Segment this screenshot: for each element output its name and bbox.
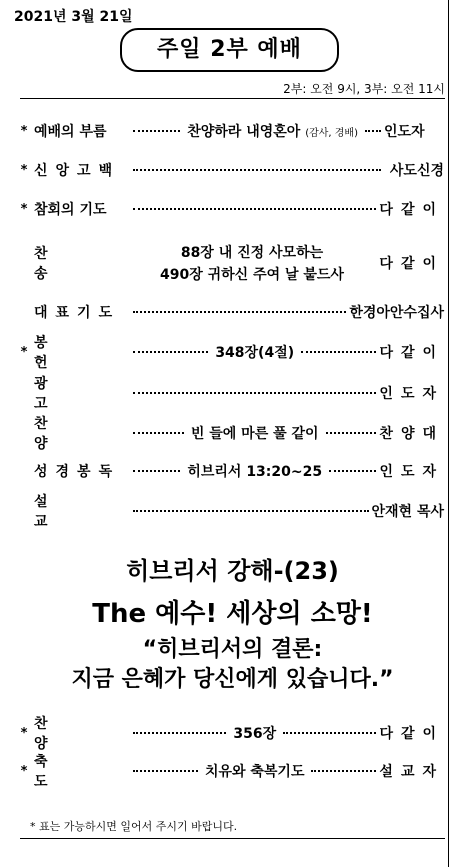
sermon-subtitle-line: 지금 은혜가 당신에게 있습니다.” (71, 667, 394, 692)
order-leader: 다같이 (379, 202, 444, 218)
order-item-scripture (14, 460, 444, 482)
sermon-series: 히브리서 강해-(23) (126, 557, 339, 585)
order-leader: 인도자 (379, 464, 445, 480)
footnote: * 표는 가능하시면 일어서 주시기 바랍니다. (30, 820, 238, 833)
order-detail: 치유와 축복기도 (204, 764, 305, 780)
standing-mark: * (20, 763, 28, 779)
order-detail: 히브리서 13:20~25 (187, 464, 323, 480)
dot-leader (133, 470, 180, 472)
order-label: 참회의 기도 (34, 202, 107, 218)
order-label: 봉헌 (34, 335, 94, 371)
order-detail: 348장(4절) (215, 345, 295, 361)
order-label: 예배의 부름 (34, 124, 107, 140)
service-date: 2021년 3월 21일 (14, 9, 133, 25)
dot-leader (365, 130, 381, 132)
sermon-title: The 예수! 세상의 소망! (92, 599, 373, 629)
order-leader: 인도자 (379, 386, 444, 402)
order-item-benediction (14, 754, 444, 790)
order-leader: 한경아안수집사 (349, 305, 444, 321)
standing-mark: * (20, 162, 28, 178)
order-label: 설교 (34, 494, 94, 530)
order-detail-note: (감사, 경배) (305, 128, 358, 139)
order-leader: 안재현 목사 (371, 504, 444, 520)
order-leader: 사도신경 (389, 163, 444, 179)
dot-leader (311, 770, 376, 772)
order-leader: 인도자 (384, 124, 425, 140)
order-label: 찬양 (34, 716, 94, 752)
dot-leader (133, 130, 180, 132)
dot-leader (133, 732, 226, 734)
standing-mark: * (20, 725, 28, 741)
dot-leader (329, 470, 376, 472)
dot-leader (133, 392, 376, 394)
hymn-list (160, 242, 344, 286)
dot-leader (133, 351, 208, 353)
standing-mark: * (20, 344, 28, 360)
hymn-line: 490장 귀하신 주여 날 붙드사 (160, 267, 344, 283)
sermon-subtitle-line: “히브리서의 결론: (142, 637, 323, 662)
order-label: 찬송 (34, 246, 94, 282)
order-leader: 다같이 (379, 256, 444, 272)
divider-bottom (20, 838, 445, 839)
right-border-line (448, 0, 449, 867)
dot-leader (133, 510, 369, 512)
dot-leader (133, 770, 198, 772)
dot-leader (283, 732, 376, 734)
order-item-prayer (14, 301, 444, 323)
dot-leader (133, 169, 381, 171)
order-item-offering (14, 335, 445, 371)
order-label: 광고 (34, 376, 94, 412)
order-item-confession (14, 198, 444, 220)
order-label: 찬양 (34, 416, 94, 452)
order-item-sermon (14, 494, 444, 530)
order-item-choir (14, 416, 444, 452)
standing-mark: * (20, 123, 28, 139)
order-label: 신앙고백 (34, 163, 121, 179)
order-leader: 다같이 (379, 726, 445, 742)
sermon-subtitle (0, 635, 465, 695)
divider-top (20, 98, 445, 99)
hymn-line: 88장 내 진정 사모하는 (180, 245, 324, 261)
order-label: 대표기도 (34, 305, 121, 321)
order-item-creed (14, 159, 444, 181)
order-item-closing-hymn (14, 716, 445, 752)
order-leader: 설교자 (379, 764, 444, 780)
dot-leader (133, 311, 346, 313)
service-times: 2부: 오전 9시, 3부: 오전 11시 (283, 82, 445, 96)
standing-mark: * (20, 201, 28, 217)
dot-leader (301, 351, 376, 353)
order-label: 성경봉독 (34, 464, 121, 480)
page-title: 주일 2부 예배 (120, 28, 339, 72)
order-detail: 찬양하라 내영혼아 (감사, 경배) (187, 124, 358, 140)
order-leader: 다같이 (379, 345, 445, 361)
order-item-announcements (14, 376, 444, 412)
order-leader: 찬양대 (379, 426, 444, 442)
order-detail: 356장 (233, 726, 277, 742)
order-detail: 빈 들에 마른 풀 같이 (190, 426, 319, 442)
dot-leader (326, 432, 377, 434)
dot-leader (133, 432, 184, 434)
dot-leader (133, 208, 376, 210)
order-label: 축도 (34, 754, 94, 790)
order-item-call-to-worship (14, 120, 444, 142)
